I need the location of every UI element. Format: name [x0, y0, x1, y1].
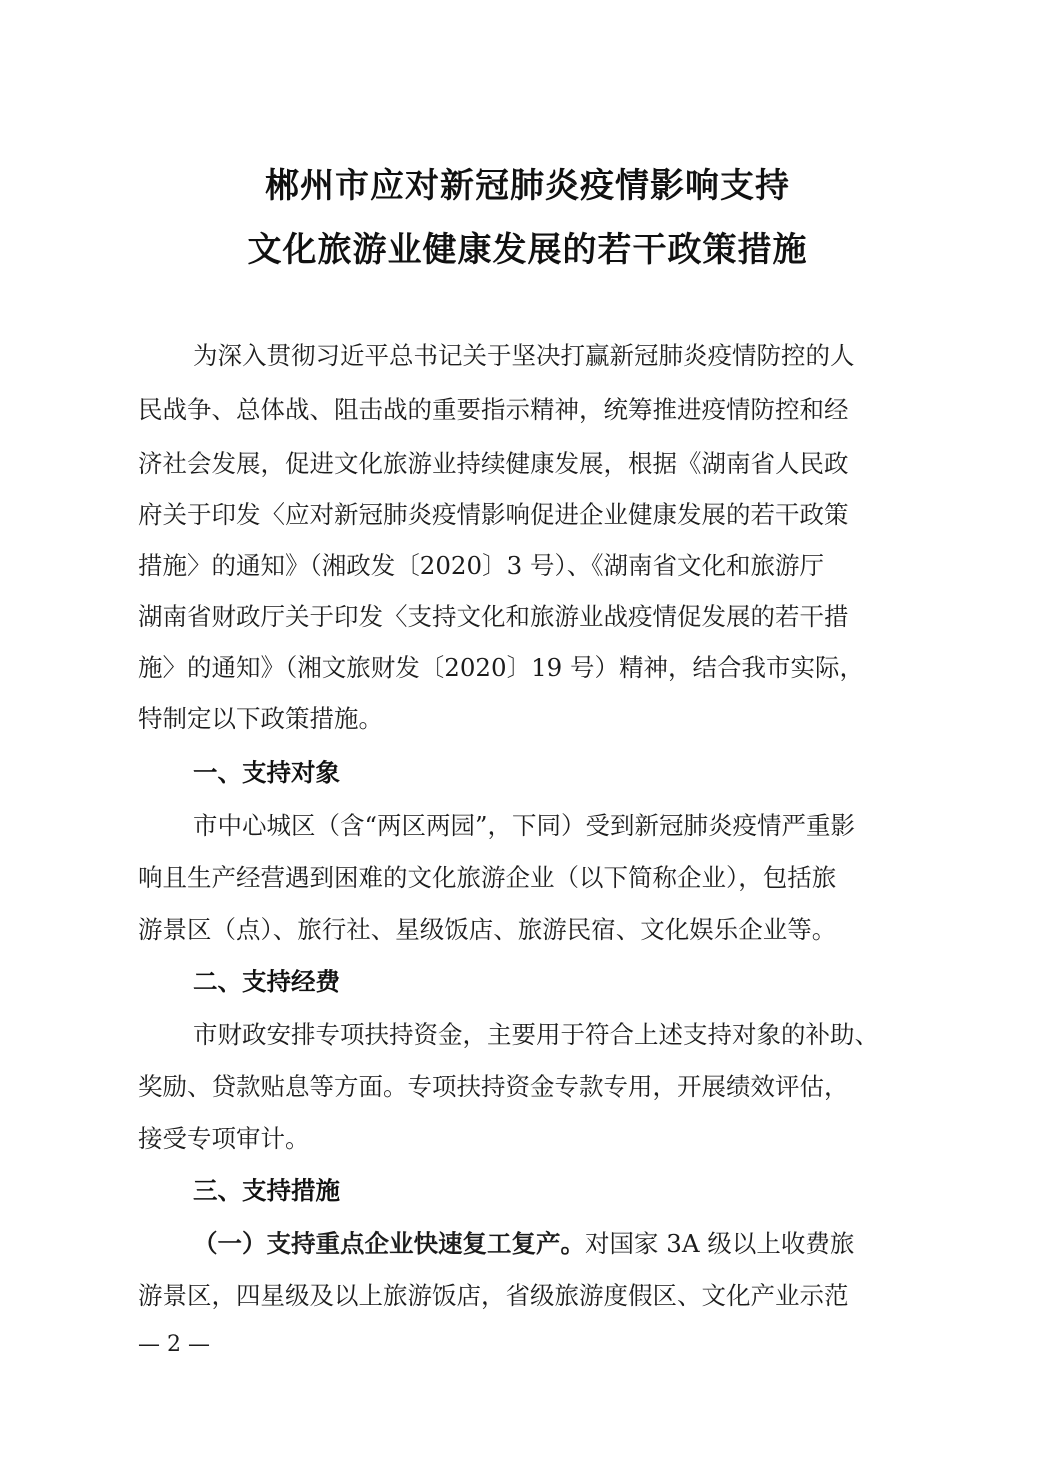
preamble-line-2: 民战争、总体战、阻击战的重要指示精神，统筹推进疫情防控和经 [138, 395, 849, 424]
page-number: — 2 — [138, 1332, 210, 1357]
section-3-heading: 三、支持措施 [193, 1176, 340, 1205]
preamble-line-5: 措施〉的通知》（湘政发〔2020〕3 号）、《湖南省文化和旅游厅 [138, 551, 824, 580]
section-3-item-1-title: （一）支持重点企业快速复工复产。 [193, 1229, 585, 1258]
preamble-line-4: 府关于印发〈应对新冠肺炎疫情影响促进企业健康发展的若干政策 [138, 500, 849, 529]
section-2-heading: 二、支持经费 [193, 967, 340, 996]
preamble-line-8: 特制定以下政策措施。 [138, 704, 383, 733]
document-title-line-2: 文化旅游业健康发展的若干政策措施 [247, 230, 808, 270]
section-2-line-1: 市财政安排专项扶持资金，主要用于符合上述支持对象的补助、 [193, 1020, 879, 1049]
section-3-item-1-text: 对国家 3A 级以上收费旅 [585, 1229, 855, 1258]
preamble-line-1: 为深入贯彻习近平总书记关于坚决打赢新冠肺炎疫情防控的人 [193, 341, 855, 370]
section-2-line-3: 接受专项审计。 [138, 1124, 310, 1153]
document-title-line-1: 郴州市应对新冠肺炎疫情影响支持 [265, 166, 790, 206]
preamble-line-6: 湖南省财政厅关于印发〈支持文化和旅游业战疫情促发展的若干措 [138, 602, 849, 631]
section-3-item-1-line-1 [193, 1226, 854, 1262]
section-1-line-1: 市中心城区（含“两区两园”，下同）受到新冠肺炎疫情严重影 [193, 811, 856, 840]
section-1-line-3: 游景区（点）、旅行社、星级饭店、旅游民宿、文化娱乐企业等。 [138, 915, 837, 944]
section-1-heading: 一、支持对象 [193, 758, 340, 787]
section-3-item-1-line-2: 游景区，四星级及以上旅游饭店，省级旅游度假区、文化产业示范 [138, 1281, 849, 1310]
preamble-line-3: 济社会发展，促进文化旅游业持续健康发展，根据《湖南省人民政 [138, 449, 849, 478]
preamble-line-7: 施〉的通知》（湘文旅财发〔2020〕19 号）精神，结合我市实际， [138, 653, 865, 682]
section-1-line-2: 响且生产经营遇到困难的文化旅游企业（以下简称企业），包括旅 [138, 863, 837, 892]
section-2-line-2: 奖励、贷款贴息等方面。专项扶持资金专款专用，开展绩效评估， [138, 1072, 849, 1101]
